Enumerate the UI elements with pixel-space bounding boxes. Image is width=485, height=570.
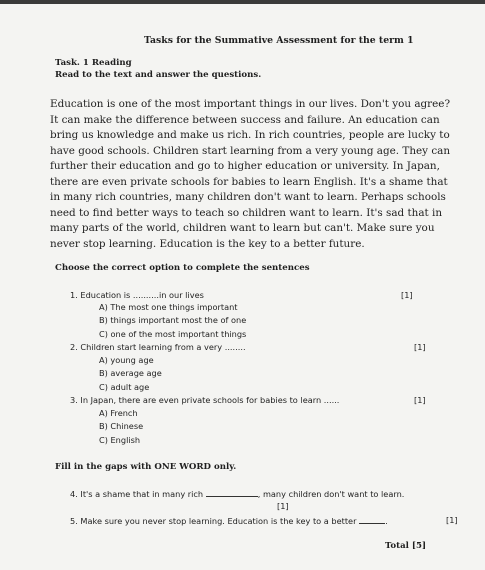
option-b: B) Chinese [99,421,144,432]
question-3: 3. In Japan, there are even private schools for babies to learn ...... [70,395,340,405]
passage-line: there are even private schools for babies to learn English. It's a shame that [50,175,448,188]
section1-heading: Choose the correct option to complete the sentences [55,263,310,273]
passage-line: in many rich countries, many children don't want to learn. Perhaps schools [50,191,446,203]
option-a: A) young age [99,355,154,365]
task-label: Task. 1 Reading [55,58,132,68]
question-1: 1. Education is ..........in our lives [70,290,204,300]
passage-line: never stop learning. Education is the key to a better future. [50,237,365,250]
question-3-mark: [1] [414,395,426,405]
top-edge-bar [0,0,485,4]
question-2-mark: [1] [414,342,426,352]
question-2: 2. Children start learning from a very ........ [70,342,246,352]
passage-line: many parts of the world, children want to learn but can't. Make sure you [50,222,435,234]
passage-line: need to find better ways to teach so children want to learn. It's sad that in [50,206,443,219]
option-a: A) The most one things important [99,302,238,312]
question-1-options [99,301,246,341]
question-5 [70,515,388,526]
task-instruction: Read to the text and answer the questions. [55,70,262,80]
page-title: Tasks for the Summative Assessment for the term 1 [144,35,414,46]
question-5-mark: [1] [446,515,458,525]
option-a: A) French [99,408,138,418]
question-5-text-after: . [385,516,388,526]
reading-passage [50,97,450,252]
question-4-mark: [1] [277,501,289,511]
option-c: C) one of the most important things [99,328,247,339]
section2-heading: Fill in the gaps with ONE WORD only. [55,462,237,472]
total-marks: Total [5] [385,541,427,551]
passage-line: It can make the difference between success and failure. An education can [50,113,440,126]
passage-line: have good schools. Children start learning from a very young age. They can [50,144,451,157]
option-b: B) things important most the of one [99,315,247,326]
question-1-mark: [1] [401,290,413,300]
question-4-blank[interactable] [206,488,258,497]
option-c: C) English [99,434,141,445]
question-4 [70,488,404,499]
question-4-text-before: 4. It's a shame that in many rich [70,489,206,499]
question-3-options [99,407,143,447]
passage-line: Education is one of the most important things in our lives. Don't you agree? [50,98,451,110]
question-4-text-after: , many children don't want to learn. [257,489,405,499]
question-5-blank[interactable] [359,515,385,524]
option-c: C) adult age [99,381,150,392]
question-5-text-before: 5. Make sure you never stop learning. Education is the key to a better [70,516,360,526]
option-b: B) average age [99,368,162,379]
passage-line: bring us knowledge and make us rich. In rich countries, people are lucky to [50,129,450,141]
question-2-options [99,354,162,394]
passage-line: further their education and go to higher education or university. In Japan, [50,160,440,172]
